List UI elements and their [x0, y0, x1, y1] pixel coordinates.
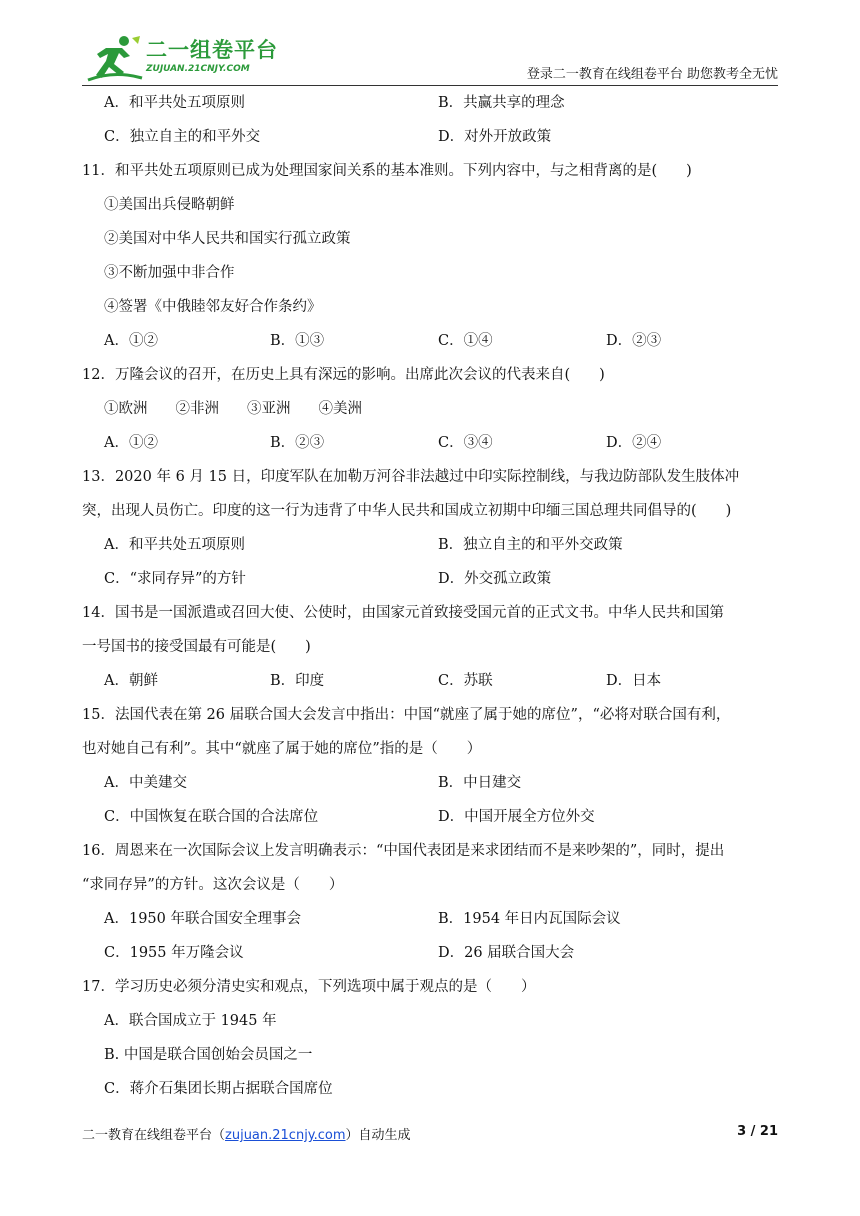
question-content [82, 86, 778, 1106]
question-16-stem-cont: “求同存异”的方针。这次会议是（ ） [82, 877, 344, 893]
option-c: C．③④ [438, 435, 493, 451]
option-row [82, 120, 778, 154]
question-17-stem: 17．学习历史必须分清史实和观点，下列选项中属于观点的是（ ） [82, 979, 536, 995]
option-c: C．蒋介石集团长期占据联合国席位 [104, 1081, 333, 1097]
option-a: A．联合国成立于 1945 年 [104, 1013, 277, 1029]
option-d: D．中国开展全方位外交 [438, 809, 595, 825]
option-b: B. 中国是联合国创始会员国之一 [104, 1047, 313, 1063]
option-row [82, 766, 778, 800]
option-d: D．对外开放政策 [438, 129, 552, 145]
page-footer [82, 1124, 778, 1144]
logo-subtitle: ZUJUAN.21CNJY.COM [146, 64, 250, 74]
page-number: 3 / 21 [737, 1124, 778, 1139]
option-b: B．①③ [270, 333, 325, 349]
page-header [0, 0, 860, 88]
option-a: A．朝鲜 [104, 673, 158, 689]
site-logo[interactable] [84, 34, 284, 84]
option-a: A．①② [104, 435, 158, 451]
option-a: A．和平共处五项原则 [104, 95, 245, 111]
footer-prefix: 二一教育在线组卷平台（ [82, 1128, 226, 1143]
option-row [82, 528, 778, 562]
statement-item: ④签署《中俄睦邻友好合作条约》 [104, 299, 322, 315]
question-15-stem-cont: 也对她自己有利”。其中“就座了属于她的席位”指的是（ ） [82, 741, 482, 757]
option-a: A．1950 年联合国安全理事会 [104, 911, 301, 927]
option-row [82, 902, 778, 936]
question-14-stem-cont: 一号国书的接受国最有可能是( ) [82, 639, 311, 655]
option-a: A．中美建交 [104, 775, 187, 791]
statement-items [82, 392, 778, 426]
option-row [82, 86, 778, 120]
logo-title: 二一组卷平台 [146, 38, 278, 62]
option-c: C．独立自主的和平外交 [104, 129, 261, 145]
option-b: B．中日建交 [438, 775, 522, 791]
option-d: D．外交孤立政策 [438, 571, 552, 587]
statement-item: ②美国对中华人民共和国实行孤立政策 [104, 231, 351, 247]
statement-item: ④美洲 [318, 401, 362, 417]
question-16-stem: 16．周恩来在一次国际会议上发言明确表示：“中国代表团是来求团结而不是来吵架的”，同时，提出 [82, 843, 725, 859]
footer-source [82, 1124, 411, 1143]
question-15-stem: 15．法国代表在第 26 届联合国大会发言中指出：中国“就座了属于她的席位”，“必将对联合国有利， [82, 707, 731, 723]
option-d: D．②④ [606, 435, 662, 451]
option-a: A．和平共处五项原则 [104, 537, 245, 553]
footer-suffix: ）自动生成 [345, 1128, 411, 1143]
option-c: C．苏联 [438, 673, 493, 689]
option-b: B．1954 年日内瓦国际会议 [438, 911, 621, 927]
question-11-stem: 11．和平共处五项原则已成为处理国家间关系的基本准则。下列内容中，与之相背离的是( ) [82, 163, 692, 179]
header-slogan: 登录二一教育在线组卷平台 助您教考全无忧 [526, 67, 778, 82]
option-row [82, 664, 778, 698]
statement-item: ③不断加强中非合作 [104, 265, 235, 281]
option-d: D．②③ [606, 333, 662, 349]
option-d: D．26 届联合国大会 [438, 945, 575, 961]
question-14-stem: 14．国书是一国派遣或召回大使、公使时，由国家元首致接受国元首的正式文书。中华人民共和国第 [82, 605, 724, 621]
option-row [82, 426, 778, 460]
option-row [82, 324, 778, 358]
option-row [82, 936, 778, 970]
statement-item: ①欧洲 [104, 401, 148, 417]
option-c: C．“求同存异”的方针 [104, 571, 246, 587]
option-c: C．①④ [438, 333, 493, 349]
statement-item: ③亚洲 [247, 401, 291, 417]
option-c: C．1955 年万隆会议 [104, 945, 244, 961]
statement-item: ①美国出兵侵略朝鲜 [104, 197, 235, 213]
question-13-stem-cont: 突，出现人员伤亡。印度的这一行为违背了中华人民共和国成立初期中印缅三国总理共同倡导的( ) [82, 503, 732, 519]
option-d: D．日本 [606, 673, 662, 689]
question-13-stem: 13．2020 年 6 月 15 日，印度军队在加勒万河谷非法越过中印实际控制线，与我边防部队发生肢体冲 [82, 469, 740, 485]
option-b: B．印度 [270, 673, 325, 689]
option-b: B．独立自主的和平外交政策 [438, 537, 623, 553]
option-b: B．共赢共享的理念 [438, 95, 565, 111]
option-b: B．②③ [270, 435, 325, 451]
option-row [82, 800, 778, 834]
option-a: A．①② [104, 333, 158, 349]
question-12-stem: 12．万隆会议的召开，在历史上具有深远的影响。出席此次会议的代表来自( ) [82, 367, 605, 383]
statement-item: ②非洲 [175, 401, 219, 417]
footer-link[interactable]: zujuan.21cnjy.com [225, 1128, 346, 1143]
runner-logo-icon [84, 34, 144, 84]
option-row [82, 562, 778, 596]
option-c: C．中国恢复在联合国的合法席位 [104, 809, 319, 825]
